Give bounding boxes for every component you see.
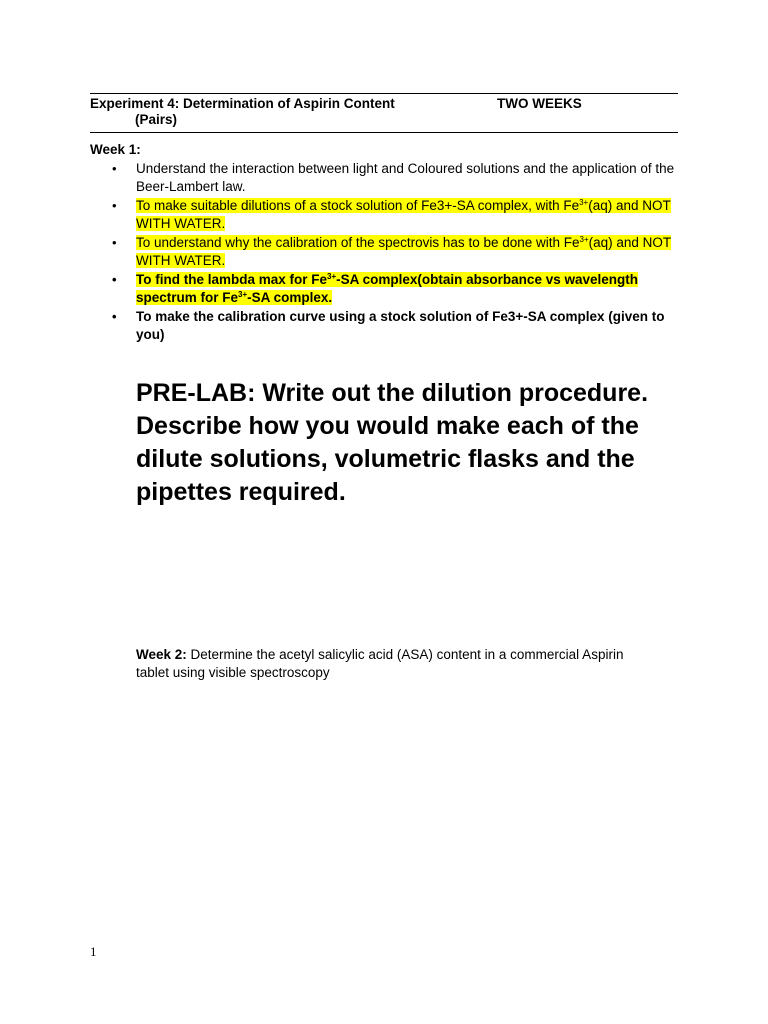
list-item <box>0 160 676 196</box>
experiment-title-line: Experiment 4: Determination of Aspirin Content <box>90 96 395 111</box>
objective-text: To understand why the calibration of the spectrovis has to be done with Fe <box>136 235 580 250</box>
superscript: 3+ <box>327 272 337 281</box>
week2-text: Determine the acetyl salicylic acid (ASA) content in a commercial Aspirin tablet using visible spectroscopy <box>136 647 624 680</box>
superscript: 3+ <box>579 198 589 207</box>
superscript: 3+ <box>579 235 589 244</box>
week1-objectives-list <box>0 160 768 345</box>
list-item <box>0 197 676 233</box>
week1-heading: Week 1: <box>90 142 141 157</box>
bullet-icon: • <box>112 161 117 176</box>
list-item <box>0 234 676 270</box>
objective-text: Understand the interaction between light and Coloured solutions and the application of the Beer-Lambert law. <box>136 161 675 194</box>
bullet-icon: • <box>112 272 117 287</box>
objective-text: (aq) and NOT WITH WATER. <box>136 198 671 231</box>
objective-text-highlighted <box>136 198 671 231</box>
experiment-pairs-label: (Pairs) <box>135 112 178 127</box>
objective-text-highlighted <box>136 272 638 305</box>
bullet-icon: • <box>112 235 117 250</box>
superscript: 3+ <box>238 290 248 299</box>
objective-text: (aq) and NOT WITH WATER. <box>136 235 671 268</box>
objective-text: -SA complex. <box>247 290 333 305</box>
list-item <box>0 271 676 307</box>
list-item <box>0 308 676 344</box>
objective-text-highlighted <box>136 235 671 268</box>
experiment-title <box>90 96 395 128</box>
bullet-icon: • <box>112 198 117 213</box>
bullet-icon: • <box>112 309 117 324</box>
experiment-duration: TWO WEEKS <box>497 96 582 111</box>
objective-text: To make suitable dilutions of a stock solution of Fe3+-SA complex, with Fe <box>136 198 580 213</box>
header-bottom-rule <box>90 132 678 133</box>
objective-text: To make the calibration curve using a stock solution of Fe3+-SA complex (given to you) <box>136 309 665 342</box>
week2-heading: Week 2: <box>136 647 187 662</box>
page-number: 1 <box>90 944 97 959</box>
objective-text: -SA complex(obtain absorbance vs wavelength spectrum for Fe <box>136 272 638 305</box>
header-top-rule <box>90 93 678 94</box>
prelab-instructions: PRE-LAB: Write out the dilution procedure. Describe how you would make each of the dilute solutions, volumetric flasks and the pipettes required. <box>136 379 649 506</box>
objective-text: To find the lambda max for Fe <box>136 272 328 287</box>
week2-section <box>136 646 656 682</box>
